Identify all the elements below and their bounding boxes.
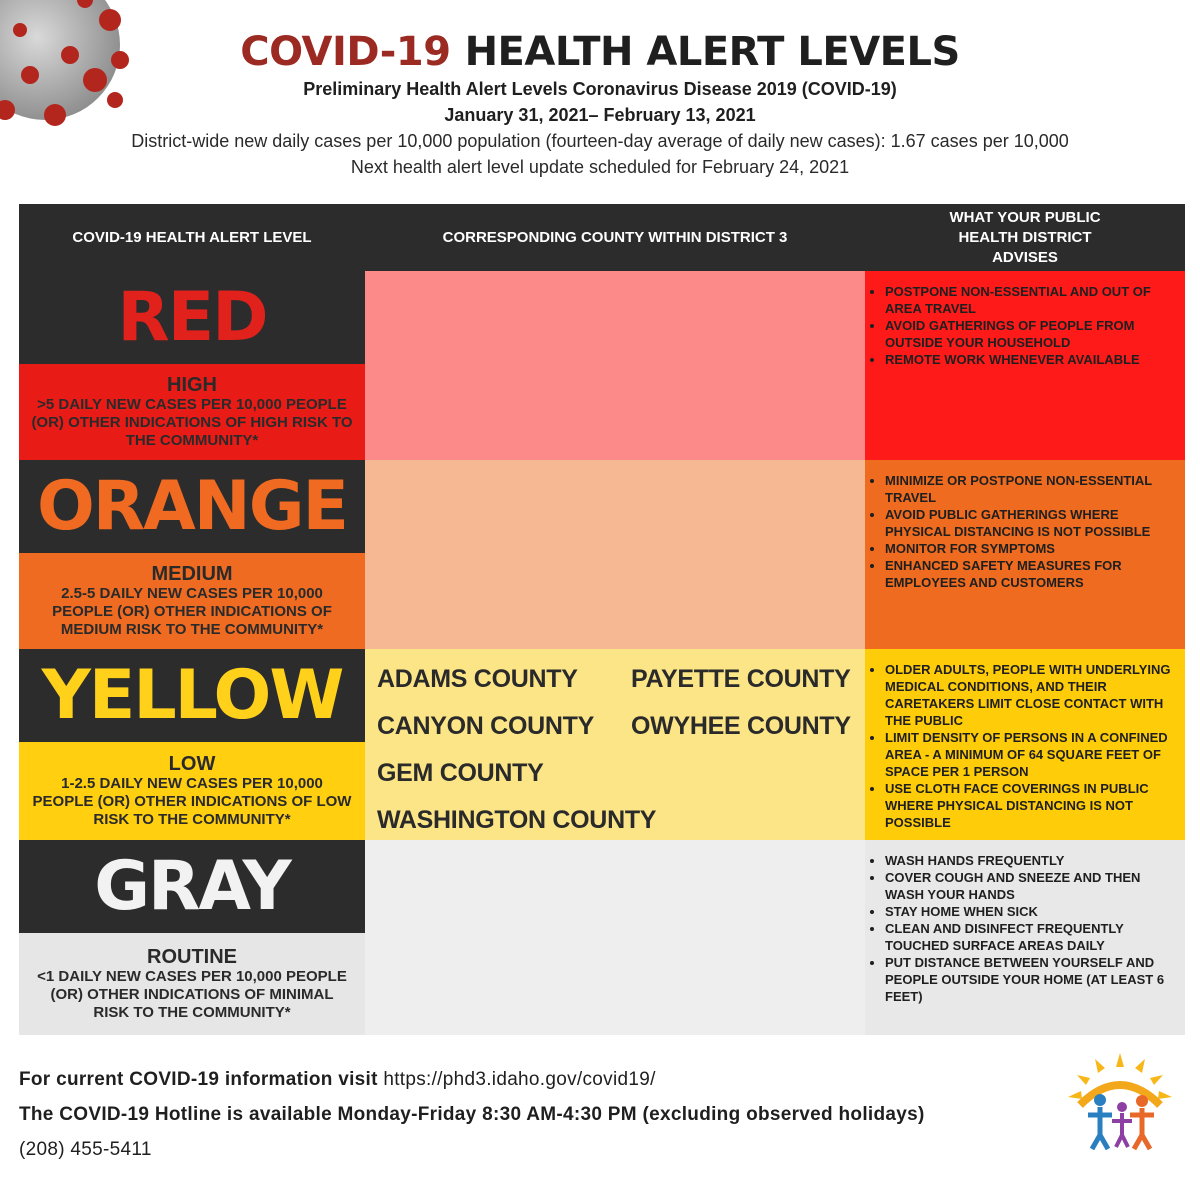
advice-cell-gray [865, 840, 1185, 1035]
advice-item: • USE CLOTH FACE COVERINGS IN PUBLIC WHERE PHYSICAL DISTANCING IS NOT POSSIBLE [885, 780, 1177, 831]
county-list [375, 661, 855, 835]
advice-item: • MINIMIZE OR POSTPONE NON-ESSENTIAL TRAVEL [885, 472, 1177, 506]
risk-description-yellow: 1-2.5 DAILY NEW CASES PER 10,000 PEOPLE (OR) OTHER INDICATIONS OF LOW RISK TO THE COMMUNITY* [32, 775, 352, 828]
level-title-red: RED [19, 271, 365, 364]
level-title-gray: GRAY [19, 840, 365, 933]
county-name: GEM COUNTY [377, 759, 544, 787]
level-band-gray [19, 933, 365, 1035]
county-name: CANYON COUNTY [377, 712, 594, 740]
level-band-red [19, 364, 365, 460]
county-name: WASHINGTON COUNTY [377, 806, 657, 834]
advice-item: • WASH HANDS FREQUENTLY [885, 852, 1177, 869]
page-header [0, 28, 1200, 180]
column-header-level: COVID-19 HEALTH ALERT LEVEL [19, 204, 365, 271]
hotline-text: The COVID-19 Hotline is available Monday-Friday 8:30 AM-4:30 PM (excluding observed holidays) [19, 1104, 925, 1125]
page-title [0, 28, 1200, 76]
title-covid: COVID-19 [240, 29, 451, 75]
county-name [631, 806, 857, 835]
subtitle: Preliminary Health Alert Levels Coronavirus Disease 2019 (COVID-19) [303, 79, 897, 99]
title-alert-levels: HEALTH ALERT LEVELS [464, 29, 960, 75]
advice-item: • CLEAN AND DISINFECT FREQUENTLY TOUCHED SURFACE AREAS DAILY [885, 920, 1177, 954]
risk-description-red: >5 DAILY NEW CASES PER 10,000 PEOPLE (OR) OTHER INDICATIONS OF HIGH RISK TO THE COMMUNITY* [31, 396, 353, 449]
county-name: OWYHEE COUNTY [631, 712, 851, 740]
district-rate: District-wide new daily cases per 10,000 population (fourteen-day average of daily new cases): 1.67 cases per 10,000 [131, 131, 1069, 151]
advice-list [869, 852, 1177, 1005]
level-cell-orange [19, 460, 365, 649]
date-range: January 31, 2021– February 13, 2021 [444, 105, 756, 125]
advice-cell-orange [865, 460, 1185, 649]
footer [19, 1062, 925, 1167]
risk-label-yellow: LOW [168, 753, 216, 775]
risk-label-red: HIGH [167, 374, 217, 396]
county-cell-red [365, 271, 865, 460]
county-cell-orange [365, 460, 865, 649]
column-header-county: CORRESPONDING COUNTY WITHIN DISTRICT 3 [365, 204, 865, 271]
phone-number[interactable]: (208) 455-5411 [19, 1139, 152, 1160]
county-cell-gray [365, 840, 865, 1035]
county-name: ADAMS COUNTY [377, 665, 578, 693]
advice-item: • REMOTE WORK WHENEVER AVAILABLE [885, 351, 1177, 368]
next-update: Next health alert level update scheduled for February 24, 2021 [350, 157, 850, 177]
level-band-orange [19, 553, 365, 649]
county-name [631, 759, 857, 788]
advice-cell-yellow [865, 649, 1185, 840]
level-title-orange: ORANGE [19, 460, 365, 553]
level-title-yellow: YELLOW [19, 649, 365, 742]
advice-item: • STAY HOME WHEN SICK [885, 903, 1177, 920]
risk-label-orange: MEDIUM [151, 563, 233, 585]
risk-label-gray: ROUTINE [147, 946, 237, 968]
level-band-yellow [19, 742, 365, 840]
health-district-logo [1060, 1045, 1180, 1155]
level-cell-red [19, 271, 365, 460]
level-cell-yellow [19, 649, 365, 840]
advice-item: • AVOID GATHERINGS OF PEOPLE FROM OUTSIDE YOUR HOUSEHOLD [885, 317, 1177, 351]
advice-item: • POSTPONE NON-ESSENTIAL AND OUT OF AREA TRAVEL [885, 283, 1177, 317]
risk-description-orange: 2.5-5 DAILY NEW CASES PER 10,000 PEOPLE (OR) OTHER INDICATIONS OF MEDIUM RISK TO THE COMMUNITY* [52, 585, 332, 638]
advice-list [869, 283, 1177, 368]
info-label: For current COVID-19 information visit [19, 1069, 378, 1090]
advice-item: • OLDER ADULTS, PEOPLE WITH UNDERLYING MEDICAL CONDITIONS, AND THEIR CARETAKERS LIMIT CLOSE CONTACT WITH THE PUBLIC [885, 661, 1177, 729]
advice-item: • LIMIT DENSITY OF PERSONS IN A CONFINED AREA - A MINIMUM OF 64 SQUARE FEET OF SPACE PER 1 PERSON [885, 729, 1177, 780]
level-cell-gray [19, 840, 365, 1035]
advice-item: • ENHANCED SAFETY MEASURES FOR EMPLOYEES AND CUSTOMERS [885, 557, 1177, 591]
info-url-link[interactable]: https://phd3.idaho.gov/covid19/ [383, 1069, 656, 1090]
county-name: PAYETTE COUNTY [631, 665, 851, 693]
advice-item: • MONITOR FOR SYMPTOMS [885, 540, 1177, 557]
advice-list [869, 661, 1177, 831]
advice-cell-red [865, 271, 1185, 460]
alert-level-table [19, 204, 1185, 1035]
county-cell-yellow [365, 649, 865, 840]
advice-list [869, 472, 1177, 591]
column-header-advice: WHAT YOUR PUBLIC HEALTH DISTRICT ADVISES [865, 204, 1185, 271]
advice-item: • COVER COUGH AND SNEEZE AND THEN WASH YOUR HANDS [885, 869, 1177, 903]
risk-description-gray: <1 DAILY NEW CASES PER 10,000 PEOPLE (OR) OTHER INDICATIONS OF MINIMAL RISK TO THE COMMUNITY* [37, 968, 347, 1021]
advice-item: • AVOID PUBLIC GATHERINGS WHERE PHYSICAL DISTANCING IS NOT POSSIBLE [885, 506, 1177, 540]
advice-item: • PUT DISTANCE BETWEEN YOURSELF AND PEOPLE OUTSIDE YOUR HOME (AT LEAST 6 FEET) [885, 954, 1177, 1005]
